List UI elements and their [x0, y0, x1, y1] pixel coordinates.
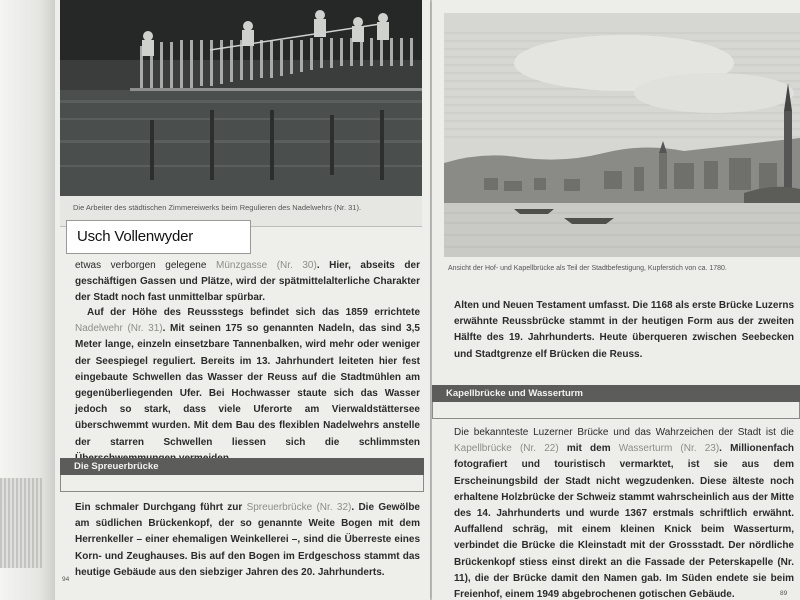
text: mit dem: [558, 443, 619, 455]
author-label-box: [66, 220, 251, 254]
reference-kapellbruecke: Kapellbrücke (Nr. 22): [454, 443, 559, 455]
text: Die bekannteste Luzerner Brücke und das Wahrzeichen der Stadt ist die: [454, 427, 794, 438]
author-name: Usch Vollenwyder: [77, 228, 194, 245]
page-number-right: 89: [780, 590, 788, 597]
text: . Millionenfach fotografiert und touristisch vermarktet, ist sie aus dem Erscheinungsbild der Stadt nicht wegzudenken. Diese älteste noch erhaltene Holzbrücke der Schweiz stammt wahrscheinlich aus der Mitte des 14. Jahrhunderts und wurde 1367 erstmals schriftlich erwähnt. Auffallend schräg, mit einem kleinen Knick beim Wasserturm, verbindet die Brücke die Kleinstadt mit der Grossstadt. Der nördliche Brückenkopf stiess einst direkt an die Fassade der Peterskapelle (Nr. 11), die der Brücke damit den Namen gab. Im Süden endete sie beim Freienhof, einem 1949 abgebrochenen gotischen Gebäude.: [454, 443, 794, 600]
weir-workers-photo: [60, 0, 422, 196]
reference-wasserturm: Wasserturm (Nr. 23): [618, 443, 720, 455]
text: . Die Gewölbe am südlichen Brückenkopf, der so genannte Weite Bogen mit dem Herrenkeller – einer ehemaligen Weinkellerei –, sind die Überreste eines Korn- und Zeughauses. Bis auf den Bogen im Erdgeschoss stammt das heutige Gebäude aus den siebziger Jahren des 20. Jahrhunderts.: [75, 502, 420, 578]
paragraph-nadelwehr: [75, 305, 420, 467]
page-edge-stack: [0, 478, 42, 568]
text: . Mit seinen 175 so genannten Nadeln, das sind 3,5 Meter lange, einzeln einsetzbare Tannenbalken, wird mehr oder weniger der Seespiegel reguliert. Bereits im 13. Jahrhundert leiteten hier fest eingebaute Schwellen das Wasser der Reuss auf die Stadtmühlen am gegenüberliegenden Ufer. Bei Hochwasser staute sich das Wasser jedoch so stark, dass viele Uferorte am Vierwaldstättersee überschwemmt wurden. Mit dem Bau des flexiblen Nadelwehrs anstelle der starren Schwellen liessen sich die schlimmsten: [75, 323, 420, 448]
engraving-drawing: [444, 13, 800, 257]
paragraph-spreuerbruecke: [75, 500, 420, 581]
engraving-caption: Ansicht der Hof- und Kapellbrücke als Teil der Stadtbefestigung, Kupferstich von ca. 1780.: [448, 265, 727, 272]
paragraph-muenzgasse: [75, 258, 420, 307]
kapellbruecke-engraving: [444, 13, 800, 257]
reference-spreuerbruecke: Spreuerbrücke (Nr. 32): [246, 502, 352, 513]
right-page: [432, 0, 800, 600]
left-page: [55, 0, 430, 600]
paragraph-kapellbruecke: [454, 425, 794, 600]
weir-photo-drawing: [60, 0, 422, 196]
text: Ein schmaler Durchgang führt zur: [75, 502, 247, 513]
page-number-left: 94: [62, 576, 70, 583]
section-heading-frame: [432, 402, 800, 419]
reference-muenzgasse: Münzgasse (Nr. 30): [216, 260, 317, 271]
text: etwas verborgen gelegene: [75, 260, 216, 271]
book-edge: [0, 0, 55, 600]
section-heading-spreuerbruecke: Die Spreuerbrücke: [60, 458, 424, 475]
text: Auf der Höhe des Reussstegs befindet sich das 1859 errichtete: [87, 307, 420, 318]
section-heading-frame: [60, 475, 424, 492]
section-heading-kapellbruecke: Kapellbrücke und Wasserturm: [432, 385, 800, 402]
reference-nadelwehr: Nadelwehr (Nr. 31): [75, 323, 163, 335]
text: . Hier, abseits der geschäftigen Gassen und Plätze, wird der spätmittelalterliche Charakter der Stadt noch fast unmittelbar spürbar.: [75, 260, 420, 304]
photo-caption: Die Arbeiter des städtischen Zimmereiwerks beim Regulieren des Nadelwehrs (Nr. 31).: [73, 203, 362, 212]
paragraph-reussbruecke: Alten und Neuen Testament umfasst. Die 1168 als erste Brücke Luzerns erwähnte Reussbrücke stammt in der heutigen Form aus der zweiten Hälfte des 19. Jahrhunderts. Heute überqueren zwischen Seebecken und Stadtgrenze elf Brücken die Reuss.: [454, 300, 794, 360]
